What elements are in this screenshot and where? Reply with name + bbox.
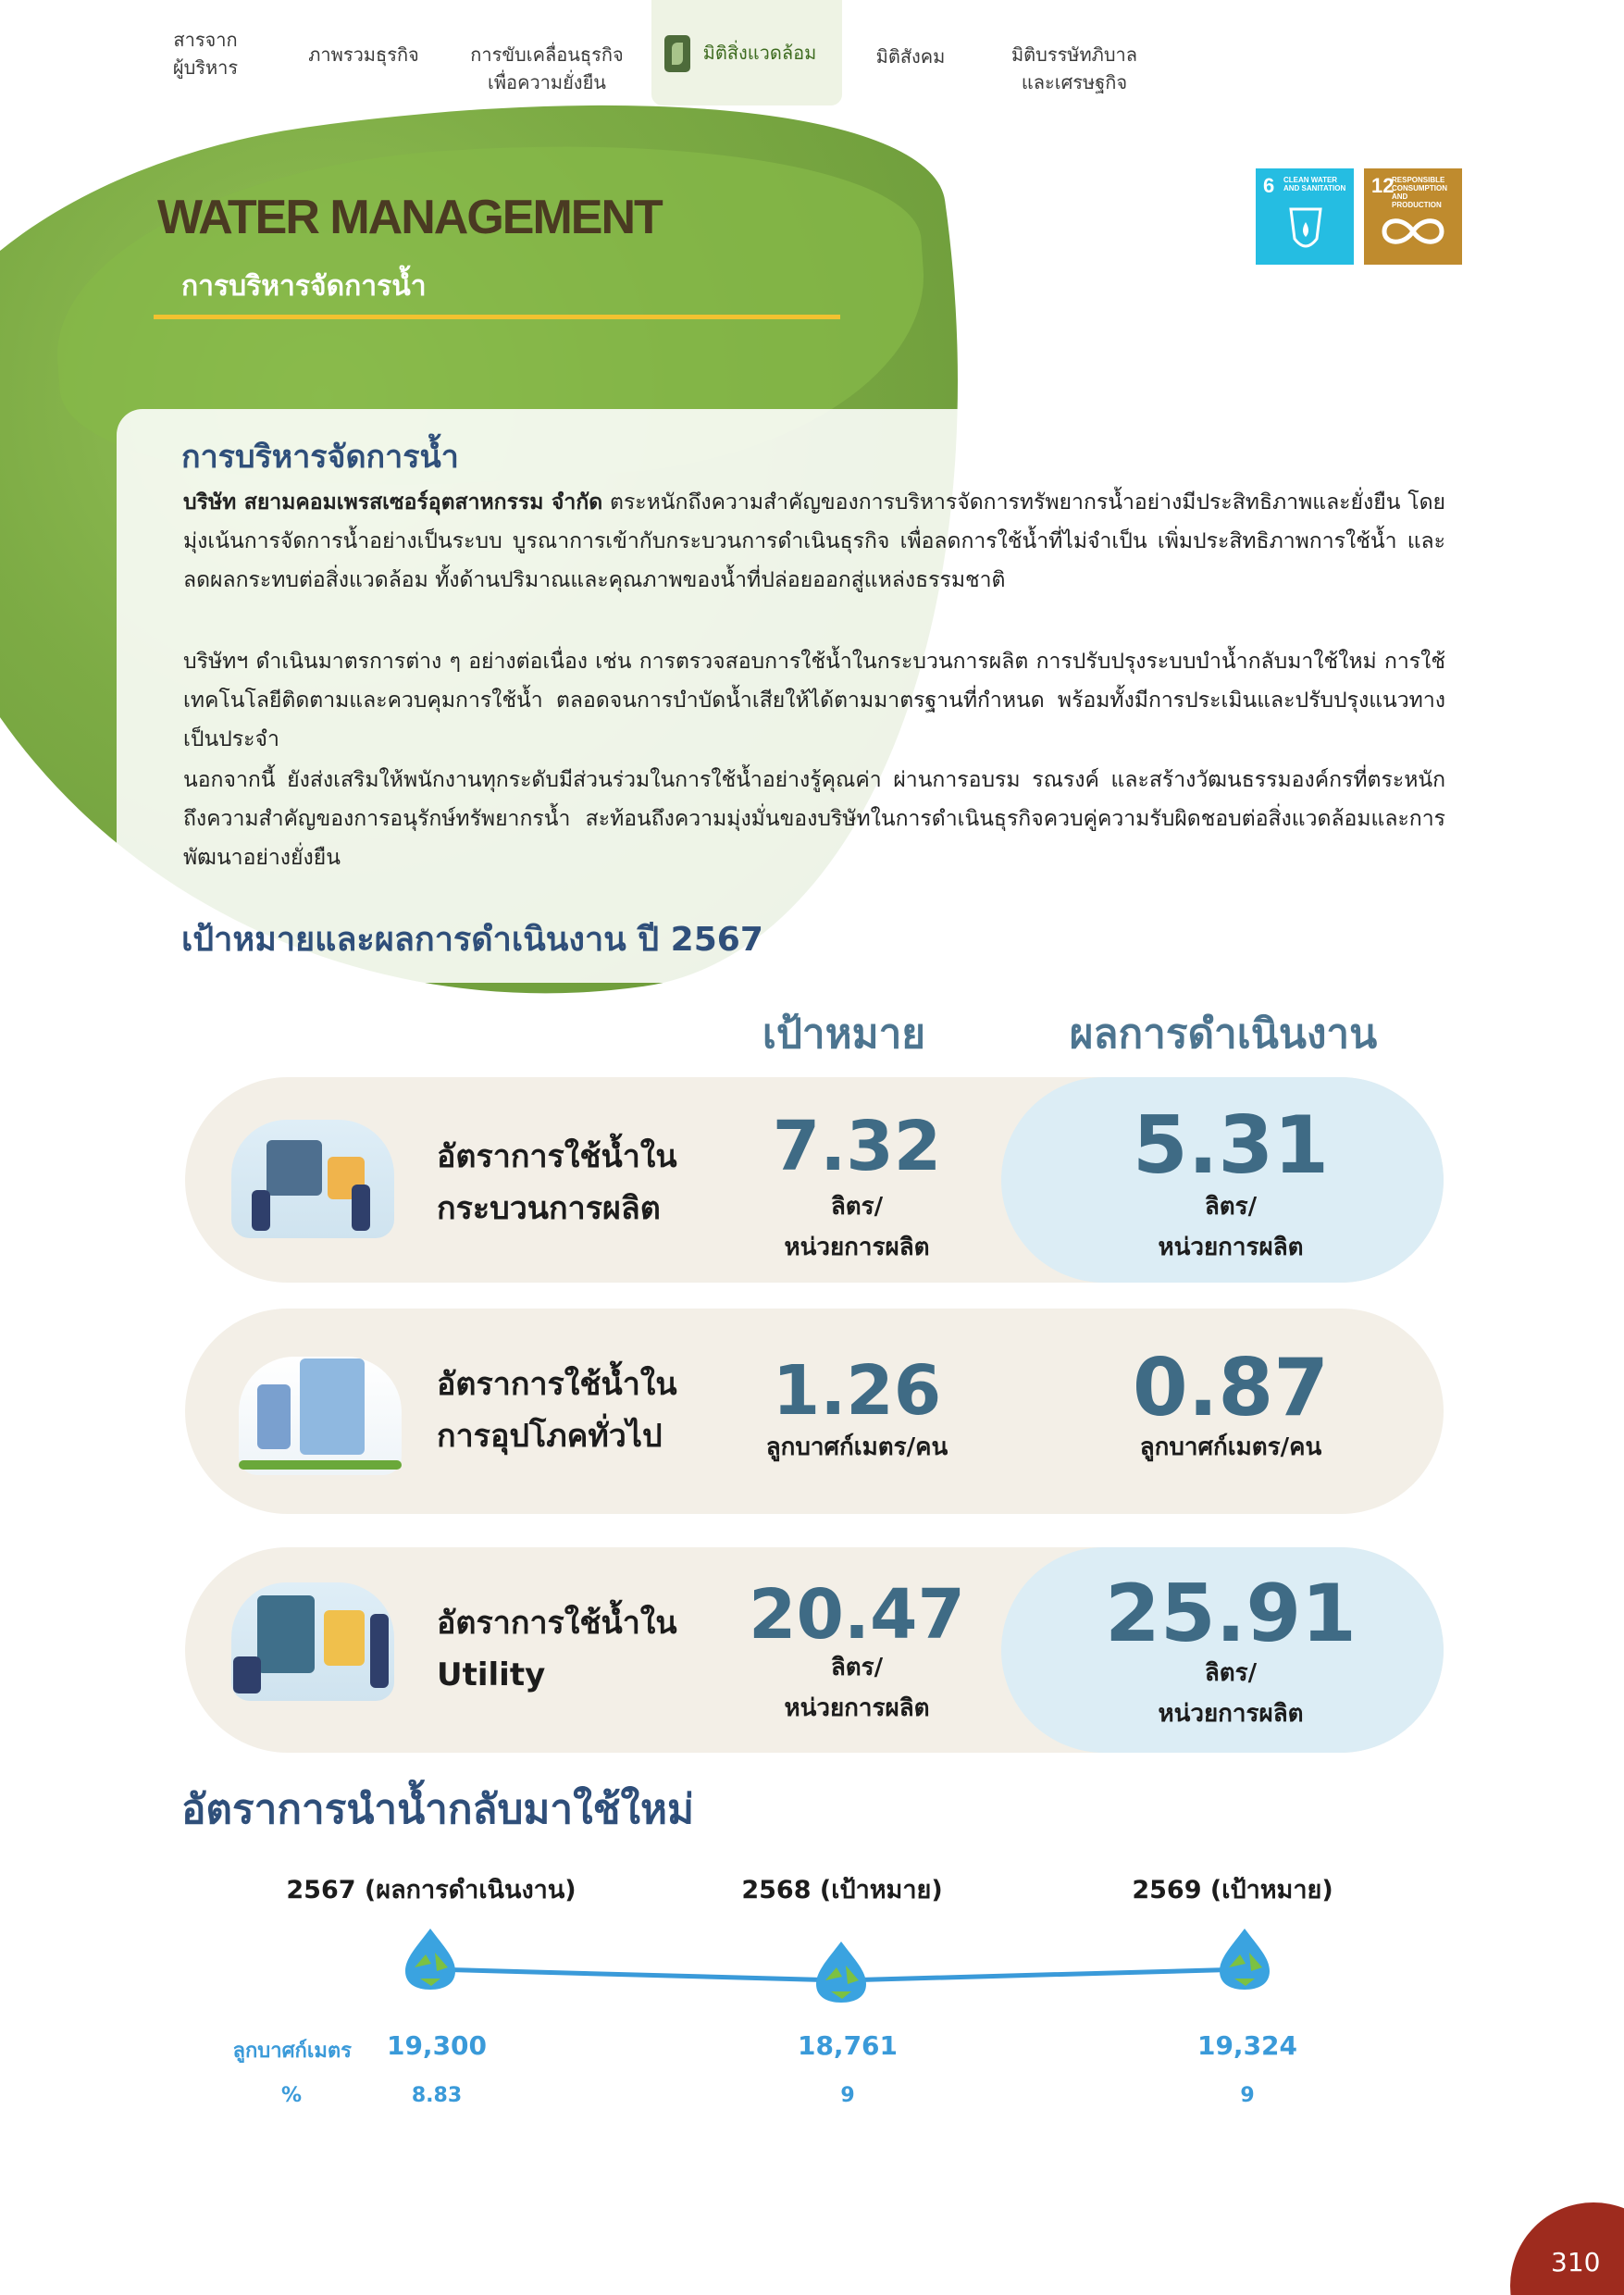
recycle-water-drop-icon xyxy=(402,1927,459,1991)
metric-label-line: กระบวนการผลิต xyxy=(437,1190,661,1227)
company-name: บริษัท สยามคอมเพรสเซอร์อุตสาหกรรม จำกัด xyxy=(183,490,603,515)
nav-label: เพื่อความยั่งยืน xyxy=(488,71,606,93)
nav-label: มิติสิ่งแวดล้อม xyxy=(702,42,817,64)
sdg-text: CLEAN WATER AND SANITATION xyxy=(1283,176,1346,192)
percent-row-label: % xyxy=(280,2084,302,2107)
recycle-water-drop-icon xyxy=(812,1940,870,2004)
unit-line: หน่วยการผลิต xyxy=(1158,1234,1304,1261)
reuse-heading: อัตราการนำน้ำกลับมาใช้ใหม่ xyxy=(181,1786,694,1833)
unit-line: หน่วยการผลิต xyxy=(784,1234,930,1261)
metric-label-line: Utility xyxy=(437,1656,546,1693)
reuse-value: 18,761 xyxy=(797,2030,899,2061)
unit-row-label: ลูกบาศก์เมตร xyxy=(232,2040,352,2063)
result-value: 0.87 xyxy=(1132,1342,1330,1434)
reuse-value: 19,324 xyxy=(1196,2030,1298,2061)
nav-label: การขับเคลื่อนธุรกิจ xyxy=(470,43,624,66)
intro-paragraph-2: บริษัทฯ ดำเนินมาตรการต่าง ๆ อย่างต่อเนื่อง เช่น การตรวจสอบการใช้น้ำในกระบวนการผลิต การปรับปรุงระบบบำน้ำกลับมาใช้ใหม่ การใช้เทคโนโลยีติดตามและควบคุมการใช้น้ำ ตลอดจนการบำบัดน้ำเสียให้ได้ตามมาตรฐานที่กำหนด พร้อมทั้งมีการประเมินและปรับปรุงแนวทางเป็นประจำ xyxy=(183,650,1445,751)
unit-line: ลูกบาศก์เมตร/คน xyxy=(1139,1433,1322,1461)
result-value: 5.31 xyxy=(1132,1099,1330,1192)
metric-label-line: การอุปโภคทั่วไป xyxy=(437,1418,663,1455)
metric-label-line: อัตราการใช้น้ำใน xyxy=(437,1138,677,1175)
page-title: WATER MANAGEMENT xyxy=(157,191,662,244)
sdg-number: 12 xyxy=(1371,174,1395,197)
unit-line: ลิตร/ xyxy=(1204,1659,1258,1687)
target-value: 7.32 xyxy=(772,1107,942,1186)
year-label: 2569 (เป้าหมาย) xyxy=(1132,1876,1333,1904)
reuse-percent: 8.83 xyxy=(411,2084,463,2107)
nav-label: สารจาก xyxy=(173,29,238,51)
col-head-target: เป้าหมาย xyxy=(762,1011,926,1058)
target-value: 1.26 xyxy=(772,1351,942,1431)
unit-line: ลูกบาศก์เมตร/คน xyxy=(765,1433,948,1461)
sdg-text: RESPONSIBLE CONSUMPTION AND PRODUCTION xyxy=(1392,176,1447,209)
metric-label-line: อัตราการใช้น้ำใน xyxy=(437,1366,677,1403)
unit-line: ลิตร/ xyxy=(1204,1193,1258,1221)
unit-line: หน่วยการผลิต xyxy=(1158,1700,1304,1728)
page-subtitle: การบริหารจัดการน้ำ xyxy=(181,270,427,303)
unit-line: ลิตร/ xyxy=(830,1654,884,1681)
nav-label: มิติสังคม xyxy=(875,45,946,68)
year-label: 2568 (เป้าหมาย) xyxy=(741,1876,943,1904)
nav-label: ผู้บริหาร xyxy=(172,56,239,79)
recycle-water-drop-icon xyxy=(1216,1927,1273,1991)
intro-paragraph-3: นอกจากนี้ ยังส่งเสริมให้พนักงานทุกระดับมีส่วนร่วมในการใช้น้ำอย่างรู้คุณค่า ผ่านการอบรม รณรงค์ และสร้างวัฒนธรรมองค์กรที่ตระหนักถึงความสำคัญของการอนุรักษ์ทรัพยากรน้ำ สะท้อนถึงความมุ่งมั่นของบริษัทในการดำเนินธุรกิจควบคู่ความรับผิดชอบต่อสิ่งแวดล้อมและการพัฒนาอย่างยั่งยืน xyxy=(183,768,1445,870)
reuse-value: 19,300 xyxy=(386,2030,488,2061)
nav-label: ภาพรวมธุรกิจ xyxy=(308,43,419,66)
page-number: 310 xyxy=(1551,2247,1601,2277)
nav-label: และเศรษฐกิจ xyxy=(1021,71,1128,93)
nav-label: มิติบรรษัทภิบาล xyxy=(1010,43,1138,66)
result-value: 25.91 xyxy=(1104,1568,1357,1660)
metric-label-line: อัตราการใช้น้ำใน xyxy=(437,1605,677,1642)
target-value: 20.47 xyxy=(748,1575,966,1655)
col-head-result: ผลการดำเนินงาน xyxy=(1069,1011,1378,1058)
intro-heading: การบริหารจัดการน้ำ xyxy=(181,439,459,476)
goals-heading: เป้าหมายและผลการดำเนินงาน ปี 2567 xyxy=(181,921,763,959)
paragraph-text: ตระหนักถึงความสำคัญของการบริหารจัดการทรัพยากรน้ำอย่างมีประสิทธิภาพและยั่งยืน โดยมุ่งเน้นการจัดการน้ำอย่างเป็นระบบ บูรณาการเข้ากับกระบวนการดำเนินธุรกิจ เพื่อลดการใช้น้ำที่ไม่จำเป็น เพิ่มประสิทธิภาพการใช้น้ำ และลดผลกระทบต่อสิ่งแวดล้อม ทั้งด้านปริมาณและคุณภาพของน้ำที่ปล่อยออกสู่แหล่งธรรมชาติ xyxy=(183,490,1445,592)
unit-line: หน่วยการผลิต xyxy=(784,1694,930,1722)
unit-line: ลิตร/ xyxy=(830,1193,884,1221)
year-label: 2567 (ผลการดำเนินงาน) xyxy=(286,1876,576,1904)
reuse-percent: 9 xyxy=(840,2084,855,2107)
reuse-percent: 9 xyxy=(1240,2084,1255,2107)
sdg-number: 6 xyxy=(1263,174,1275,197)
